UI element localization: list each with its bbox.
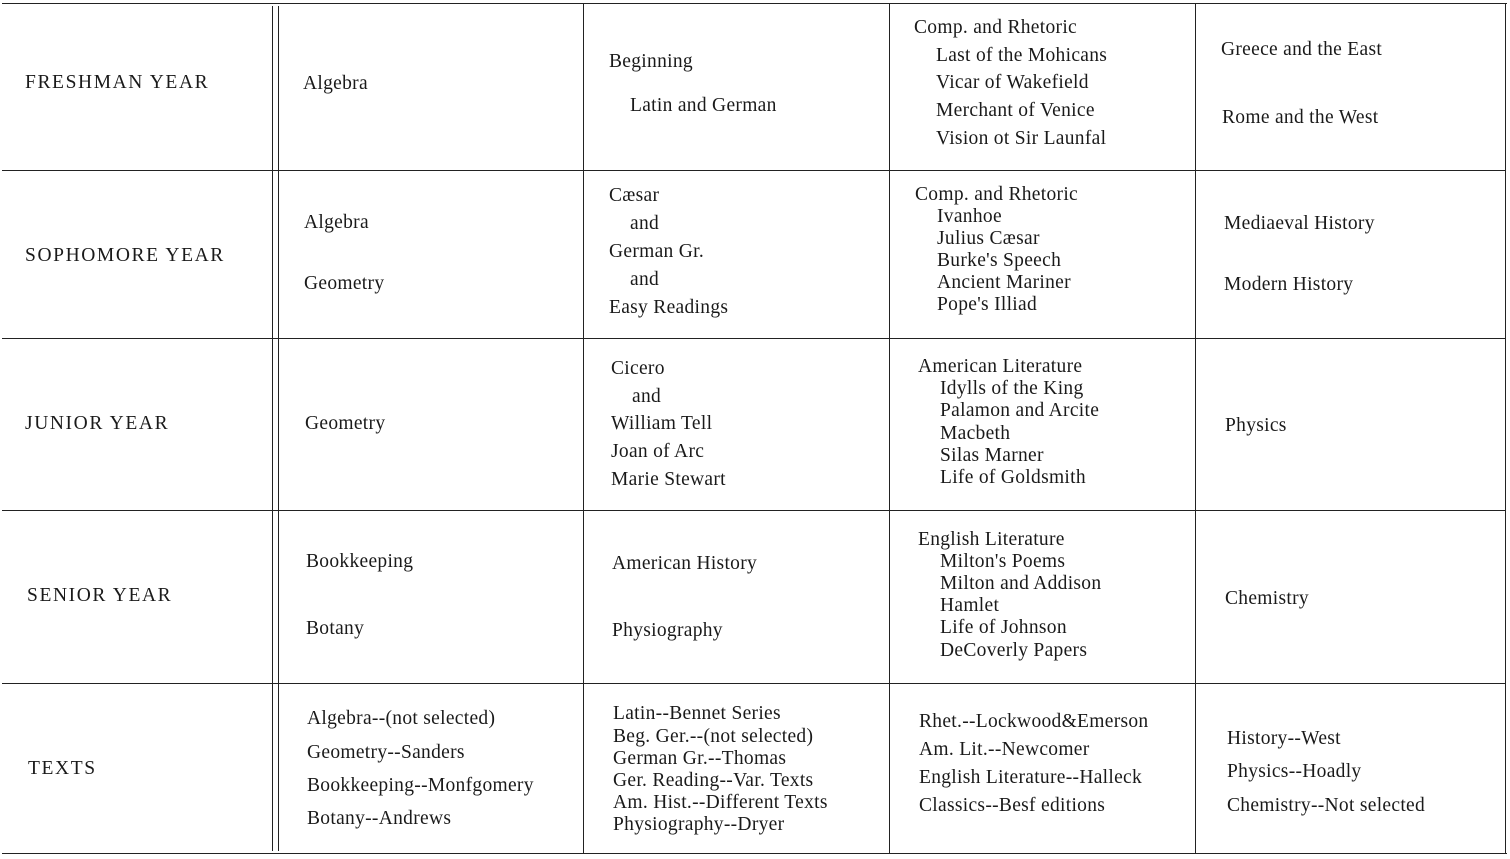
cell-line: Palamon and Arcite (940, 400, 1100, 421)
cell-line: German Gr.--Thomas (613, 748, 787, 769)
cell-line: Vicar of Wakefield (936, 72, 1089, 93)
cell-line: Comp. and Rhetoric (915, 184, 1078, 205)
cell-line: Algebra--(not selected) (307, 708, 496, 729)
cell-line: Rome and the West (1222, 107, 1379, 128)
cell-line: Algebra (303, 73, 368, 94)
cell-line: Chemistry (1225, 588, 1309, 609)
cell-line: Last of the Mohicans (936, 45, 1108, 66)
cell-line: English Literature (918, 529, 1065, 550)
cell-line: Am. Hist.--Different Texts (613, 792, 828, 813)
cell-line: Physics (1225, 415, 1287, 436)
cell-line: Physiography (612, 620, 723, 641)
cell-line: American Literature (918, 356, 1083, 377)
row-label: JUNIOR YEAR (25, 413, 170, 434)
column-divider (1195, 4, 1196, 853)
cell-line: Milton's Poems (940, 551, 1066, 572)
cell-line: Comp. and Rhetoric (914, 17, 1077, 38)
cell-line: and (632, 386, 662, 407)
cell-line: Vision ot Sir Launfal (936, 128, 1107, 149)
row-divider (2, 683, 1505, 684)
cell-line: and (630, 213, 660, 234)
cell-line: Physiography--Dryer (613, 814, 785, 835)
cell-line: Milton and Addison (940, 573, 1102, 594)
label-column-double-rule (272, 6, 273, 851)
cell-line: Pope's Illiad (937, 294, 1038, 315)
cell-line: Life of Johnson (940, 617, 1067, 638)
label-column-double-rule (278, 6, 279, 851)
row-label: SOPHOMORE YEAR (25, 245, 225, 266)
cell-line: and (630, 269, 660, 290)
cell-line: Latin and German (630, 95, 777, 116)
cell-line: Silas Marner (940, 445, 1044, 466)
cell-line: Algebra (304, 212, 369, 233)
cell-line: Rhet.--Lockwood&Emerson (919, 711, 1149, 732)
cell-line: Geometry (304, 273, 385, 294)
cell-line: Ger. Reading--Var. Texts (613, 770, 814, 791)
cell-line: Joan of Arc (611, 441, 705, 462)
cell-line: English Literature--Halleck (919, 767, 1143, 788)
top-rule (2, 3, 1507, 4)
cell-line: Physics--Hoadly (1227, 761, 1362, 782)
cell-line: History--West (1227, 728, 1341, 749)
cell-line: Julius Cæsar (937, 228, 1040, 249)
cell-line: Beg. Ger.--(not selected) (613, 726, 814, 747)
cell-line: Am. Lit.--Newcomer (919, 739, 1090, 760)
bottom-rule (2, 853, 1507, 854)
cell-line: Marie Stewart (611, 469, 726, 490)
cell-line: DeCoverly Papers (940, 640, 1088, 661)
cell-line: Hamlet (940, 595, 1000, 616)
cell-line: Ancient Mariner (937, 272, 1071, 293)
cell-line: Life of Goldsmith (940, 467, 1086, 488)
cell-line: Greece and the East (1221, 39, 1383, 60)
cell-line: Modern History (1224, 274, 1354, 295)
cell-line: Latin--Bennet Series (613, 703, 781, 724)
row-label: FRESHMAN YEAR (25, 72, 210, 93)
cell-line: Easy Readings (609, 297, 729, 318)
cell-line: Bookkeeping--Monfgomery (307, 775, 534, 796)
cell-line: Idylls of the King (940, 378, 1084, 399)
cell-line: Classics--Besf editions (919, 795, 1106, 816)
cell-line: Chemistry--Not selected (1227, 795, 1426, 816)
row-divider (2, 338, 1505, 339)
column-divider (583, 4, 584, 853)
cell-line: Ivanhoe (937, 206, 1002, 227)
cell-line: Bookkeeping (306, 551, 414, 572)
row-divider (2, 510, 1505, 511)
cell-line: William Tell (611, 413, 713, 434)
row-divider (2, 170, 1505, 171)
cell-line: Geometry--Sanders (307, 742, 465, 763)
cell-line: German Gr. (609, 241, 705, 262)
row-label: SENIOR YEAR (27, 585, 173, 606)
cell-line: Cæsar (609, 185, 660, 206)
cell-line: Burke's Speech (937, 250, 1062, 271)
cell-line: Botany--Andrews (307, 808, 452, 829)
cell-line: Merchant of Venice (936, 100, 1095, 121)
cell-line: Mediaeval History (1224, 213, 1375, 234)
cell-line: Beginning (609, 51, 693, 72)
cell-line: Geometry (305, 413, 386, 434)
cell-line: American History (612, 553, 758, 574)
cell-line: Macbeth (940, 423, 1011, 444)
cell-line: Cicero (611, 358, 665, 379)
right-edge-rule (1505, 4, 1506, 853)
column-divider (889, 4, 890, 853)
row-label: TEXTS (28, 758, 97, 779)
cell-line: Botany (306, 618, 365, 639)
